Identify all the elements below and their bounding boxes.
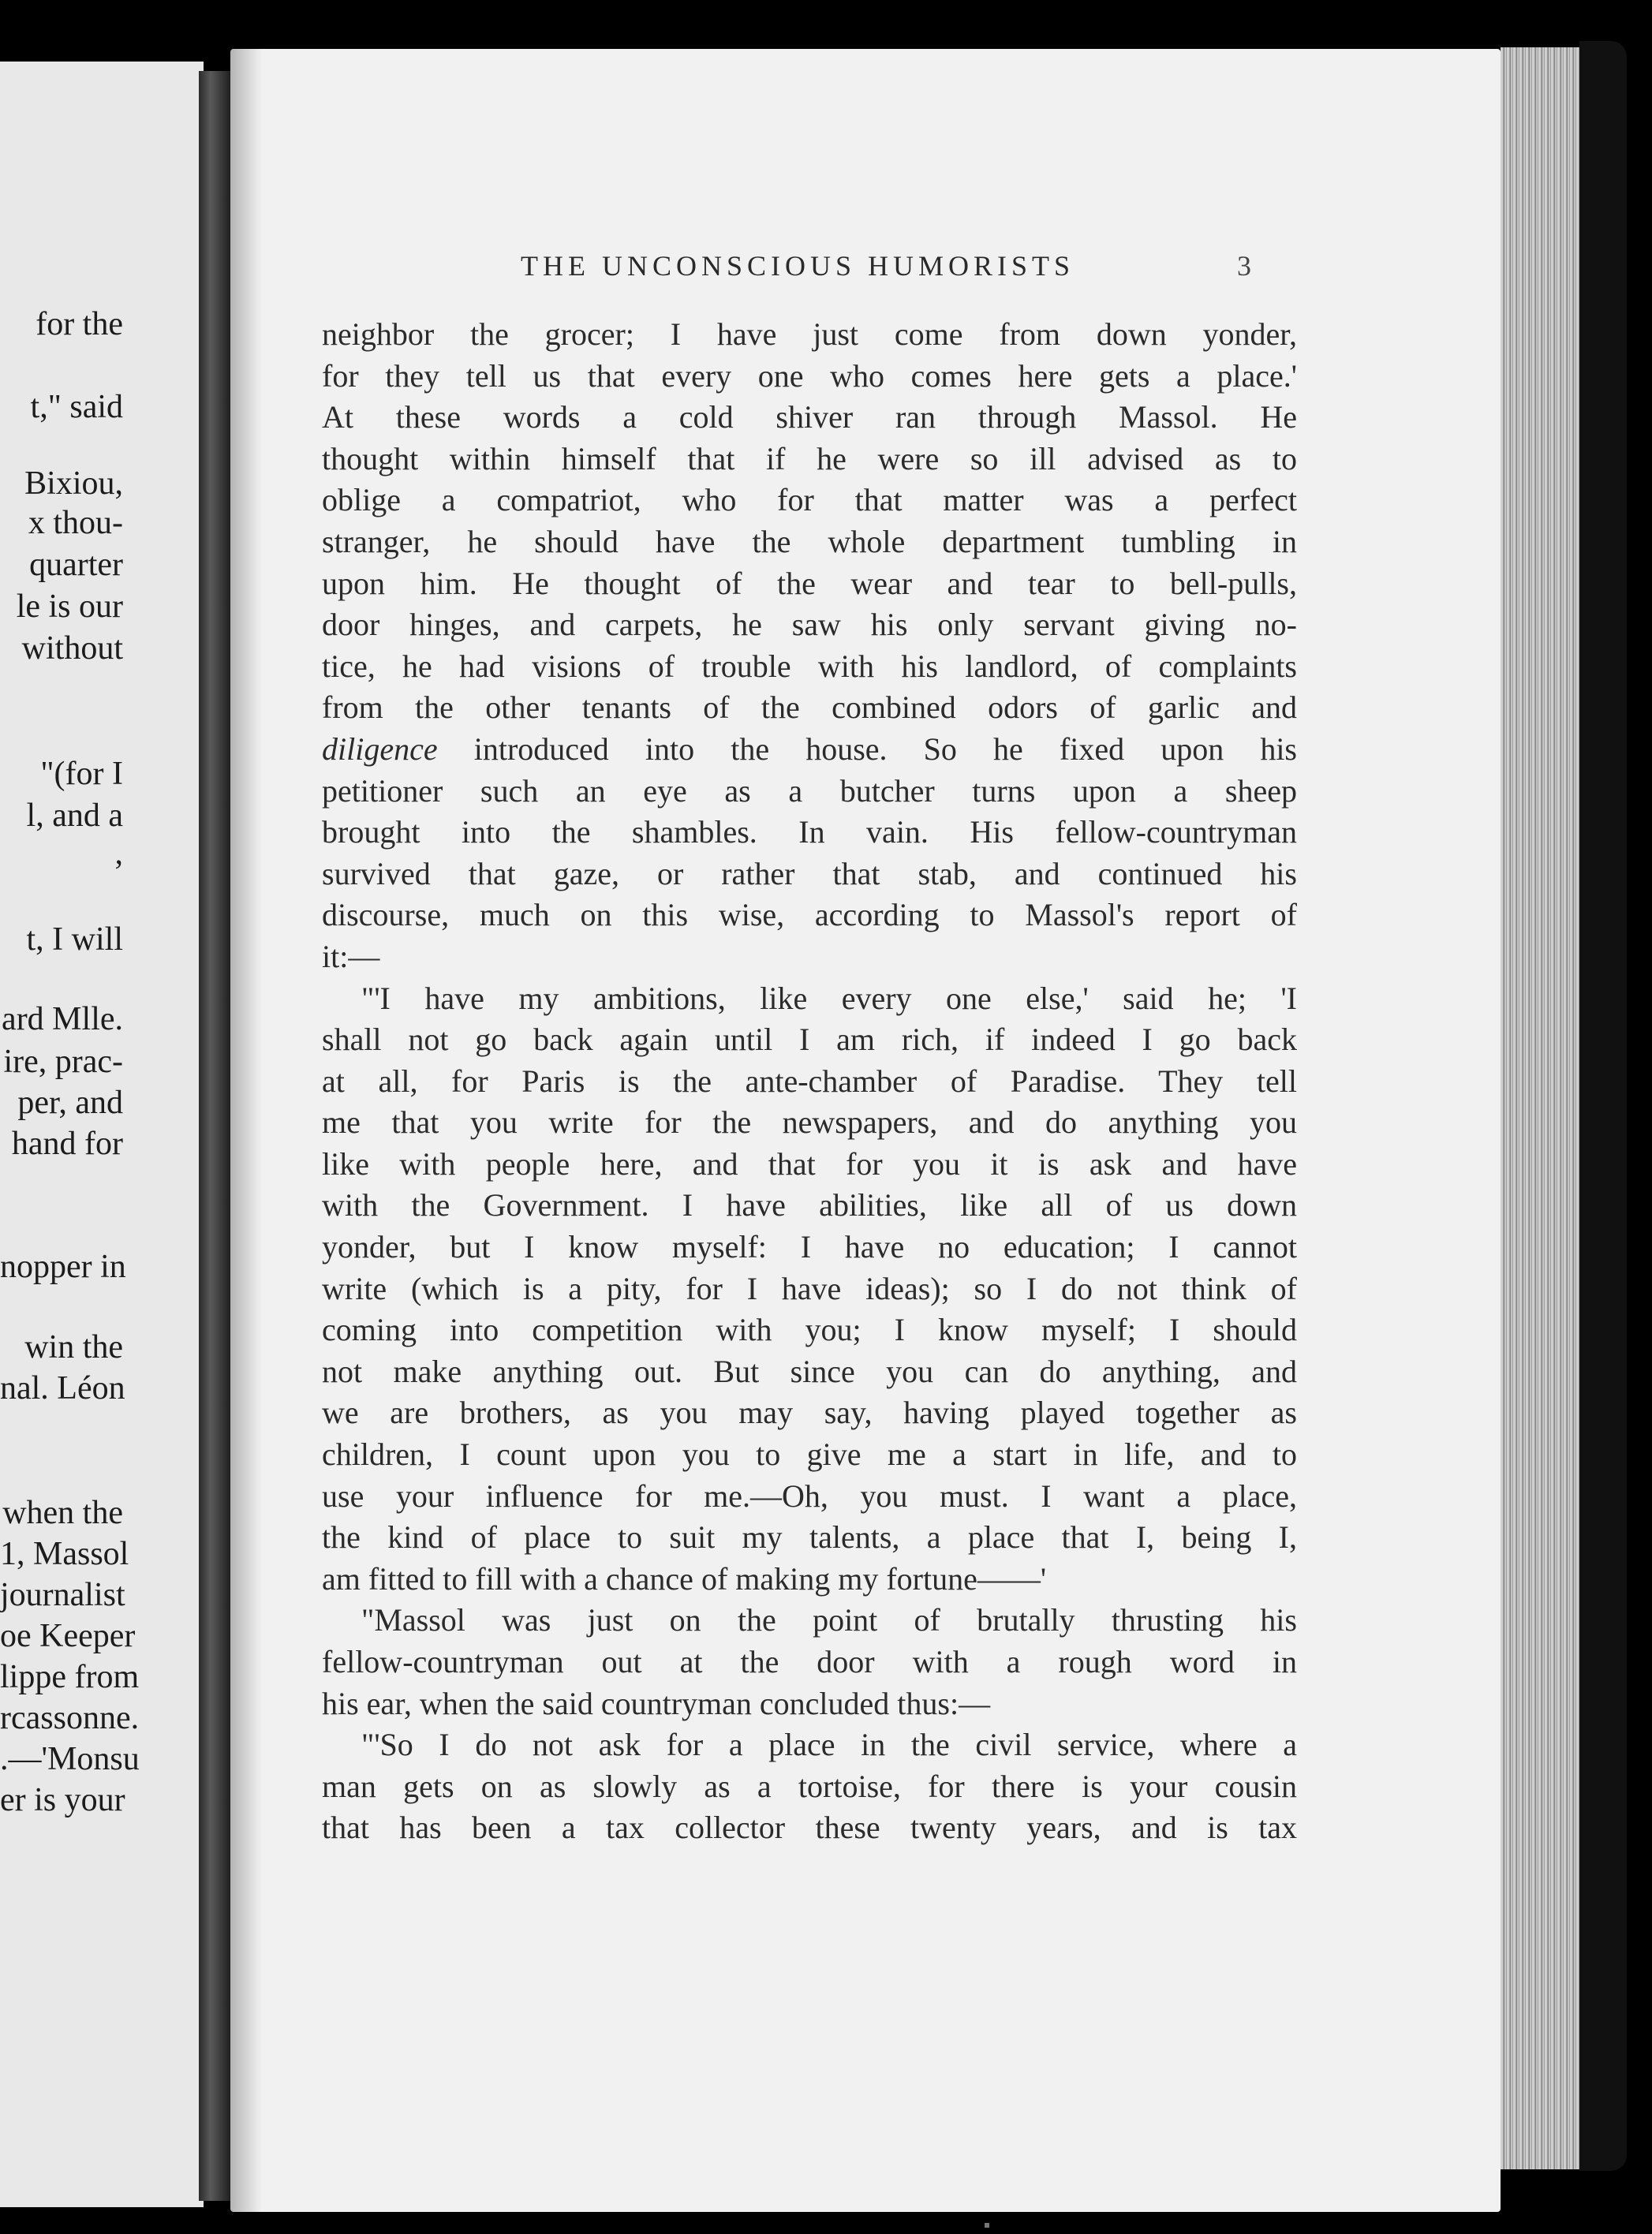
body-line: the kind of place to suit my talents, a place that I, being I, xyxy=(322,1519,1297,1556)
left-page-line xyxy=(0,586,204,627)
body-line: stranger, he should have the whole department tumbling in xyxy=(322,523,1297,559)
left-page-line-text: oe Keeper xyxy=(0,1618,136,1654)
left-page-line-text: l, and a xyxy=(26,798,123,834)
left-page-line xyxy=(0,1041,204,1082)
left-page-line xyxy=(0,1368,204,1409)
body-line: not make anything out. But since you can do anything, and xyxy=(322,1353,1297,1389)
left-page-line-text: lippe from xyxy=(0,1659,140,1695)
left-page-line-text: t, I will xyxy=(26,921,123,958)
scan-mark xyxy=(985,2223,989,2228)
body-line: that has been a tax collector these twenty years, and is tax xyxy=(322,1810,1297,1846)
body-line: At these words a cold shiver ran through Massol. He xyxy=(322,399,1297,435)
body-line: it:— xyxy=(322,938,380,974)
left-page-line-text: hand for xyxy=(11,1126,123,1162)
body-line: "'So I do not ask for a place in the civil service, where a xyxy=(361,1727,1297,1763)
body-line: petitioner such an eye as a butcher turns upon a sheep xyxy=(322,772,1297,809)
body-line: man gets on as slowly as a tortoise, for there is your cousin xyxy=(322,1768,1297,1804)
left-page-line xyxy=(0,1616,204,1657)
body-line: shall not go back again until I am rich, if indeed I go back xyxy=(322,1022,1297,1058)
gutter-shadow xyxy=(230,49,262,2212)
left-page-line xyxy=(0,544,204,585)
body-line: diligence introduced into the house. So he fixed upon his xyxy=(322,730,1297,767)
left-page xyxy=(0,62,204,2207)
body-line: am fitted to fill with a chance of making my fortune——' xyxy=(322,1560,1047,1597)
left-page-line xyxy=(0,1246,204,1287)
left-page-line xyxy=(0,1492,204,1534)
book-gutter xyxy=(199,71,232,2201)
left-page-line-text: when the xyxy=(2,1495,123,1531)
body-line: write (which is a pity, for I have ideas); so I do not think of xyxy=(322,1270,1297,1306)
left-page-line-text: 1, Massol xyxy=(0,1536,129,1572)
body-line: we are brothers, as you may say, having played together as xyxy=(322,1395,1297,1431)
left-page-line-text: for the xyxy=(36,306,123,342)
left-page-line xyxy=(0,753,204,794)
left-page-line xyxy=(0,795,204,836)
body-line: his ear, when the said countryman concluded thus:— xyxy=(322,1685,991,1721)
left-page-line-text: win the xyxy=(24,1329,123,1365)
left-page-line-text: nopper in xyxy=(0,1249,126,1285)
left-page-line-text: per, and xyxy=(17,1085,123,1121)
body-line: upon him. He thought of the wear and tear to bell-pulls, xyxy=(322,565,1297,601)
left-page-line-text: le is our xyxy=(16,588,123,625)
left-page-line xyxy=(0,387,204,428)
left-page-line xyxy=(0,1123,204,1164)
left-page-line-text: x thou- xyxy=(28,505,123,541)
body-line: use your influence for me.—Oh, you must. I want a place, xyxy=(322,1478,1297,1514)
left-page-line xyxy=(0,628,204,669)
left-page-line-text: "(for I xyxy=(40,756,123,792)
body-line: for they tell us that every one who comes here gets a place.' xyxy=(322,357,1297,394)
left-page-line xyxy=(0,919,204,960)
left-page-line xyxy=(0,502,204,544)
body-line: tice, he had visions of trouble with his landlord, of complaints xyxy=(322,648,1297,684)
body-line: survived that gaze, or rather that stab, and continued his xyxy=(322,855,1297,891)
left-page-line xyxy=(0,1657,204,1698)
left-page-line xyxy=(0,999,204,1040)
body-line: like with people here, and that for you it is ask and have xyxy=(322,1145,1297,1182)
left-page-line xyxy=(0,1698,204,1739)
body-line: coming into competition with you; I know myself; I should xyxy=(322,1312,1297,1348)
body-line: with the Government. I have abilities, like all of us down xyxy=(322,1187,1297,1223)
left-page-line-text: , xyxy=(114,835,123,872)
page-edges xyxy=(1501,47,1579,2169)
left-page-line xyxy=(0,463,204,504)
body-line: me that you write for the newspapers, and do anything you xyxy=(322,1104,1297,1141)
left-page-line-text: journalist xyxy=(0,1577,125,1613)
left-page-line-text: Bixiou, xyxy=(24,465,123,502)
body-line: "'I have my ambitions, like every one else,' said he; 'I xyxy=(361,980,1297,1016)
left-page-line xyxy=(0,1575,204,1616)
body-line: "Massol was just on the point of brutally thrusting his xyxy=(361,1602,1297,1638)
body-line: yonder, but I know myself: I have no education; I cannot xyxy=(322,1229,1297,1265)
left-page-line-text: rcassonne. xyxy=(0,1700,140,1736)
body-line: thought within himself that if he were so ill advised as to xyxy=(322,440,1297,476)
body-line: from the other tenants of the combined odors of garlic and xyxy=(322,689,1297,726)
body-line: oblige a compatriot, who for that matter was a perfect xyxy=(322,482,1297,518)
left-page-line xyxy=(0,1082,204,1123)
body-line: fellow-countryman out at the door with a rough word in xyxy=(322,1644,1297,1679)
body-line: children, I count upon you to give me a start in life, and to xyxy=(322,1436,1297,1473)
left-page-line xyxy=(0,1780,204,1821)
left-page-line-text: ard Mlle. xyxy=(2,1001,123,1037)
body-line: brought into the shambles. In vain. His fellow-countryman xyxy=(322,814,1297,850)
page-number: 3 xyxy=(1237,250,1251,282)
running-head: THE UNCONSCIOUS HUMORISTS xyxy=(521,250,1075,282)
left-page-line xyxy=(0,833,204,874)
body-line: at all, for Paris is the ante-chamber of Paradise. They tell xyxy=(322,1063,1297,1099)
body-text xyxy=(322,314,1297,1849)
left-page-line-text: quarter xyxy=(29,547,123,583)
left-page-line-text: t," said xyxy=(30,389,123,425)
body-line: discourse, much on this wise, according to Massol's report of xyxy=(322,897,1297,933)
left-page-line xyxy=(0,1534,204,1575)
left-page-line-text: .—'Monsu xyxy=(0,1741,140,1777)
left-page-line-text: ire, prac- xyxy=(3,1044,123,1080)
book-cover-edge xyxy=(1579,41,1627,2171)
left-page-line xyxy=(0,1739,204,1780)
left-page-line xyxy=(0,304,204,345)
left-page-line-text: er is your xyxy=(0,1782,125,1818)
left-page-line-text: nal. Léon xyxy=(0,1370,125,1407)
left-page-line xyxy=(0,1327,204,1368)
left-page-line-text: without xyxy=(21,630,123,667)
body-line: neighbor the grocer; I have just come from down yonder, xyxy=(322,316,1297,352)
body-line: door hinges, and carpets, he saw his only servant giving no- xyxy=(322,607,1297,643)
